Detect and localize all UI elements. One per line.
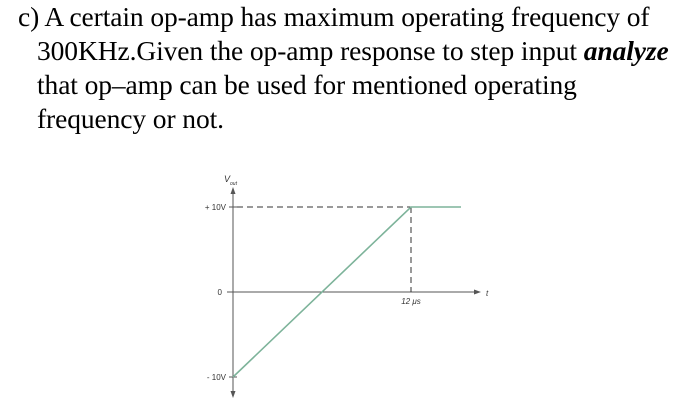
label-plus-10v: + 10V [204,203,226,212]
label-zero: 0 [217,288,222,297]
vertical-axis-arrow-up [231,187,236,194]
horizontal-axis-arrow [474,290,481,295]
step-response-figure [185,170,505,402]
question-line-4: frequency or not. [37,103,224,134]
label-minus-10v: - 10V [206,373,226,382]
question-emphasis-word: analyze [583,35,669,66]
question-text [18,0,698,136]
v-axis-subscript: out [230,181,237,187]
t-axis-label: t [486,289,489,298]
question-line-2 [18,34,698,68]
question-line-1: c) A certain op-amp has maximum operating frequency of [18,1,650,32]
label-12us: 12 μs [401,297,421,306]
question-line-2-text: 300KHz.Given the op-amp response to step input [37,35,584,66]
vertical-axis-arrow-down [231,391,236,398]
v-axis-label: $V_{out}$ [224,174,237,187]
question-line-3: that op–amp can be used for mentioned operating [37,69,577,100]
